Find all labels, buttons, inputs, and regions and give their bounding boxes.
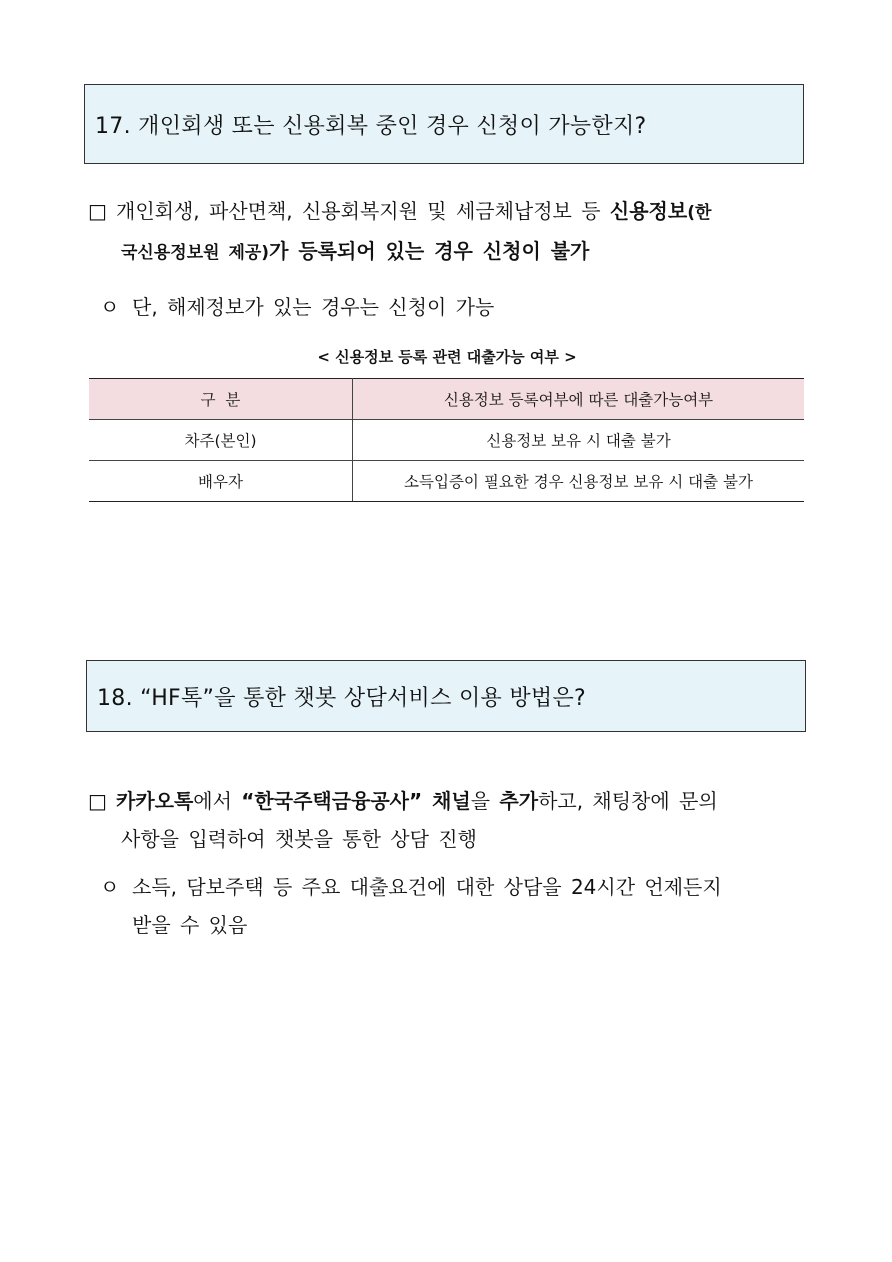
q17-sub-text: 단, 해제정보가 있는 경우는 신청이 가능 bbox=[132, 295, 495, 319]
q18-sub-item bbox=[100, 868, 810, 944]
row-spouse-label: 배우자 bbox=[89, 461, 353, 502]
table-row bbox=[89, 420, 804, 461]
question-18-title: 18. “HF톡”을 통한 챗봇 상담서비스 이용 방법은? bbox=[97, 685, 586, 711]
q18-sub-line1: 소득, 담보주택 등 주요 대출요건에 대한 상담을 24시간 언제든지 bbox=[132, 875, 722, 899]
row-borrower-label: 차주(본인) bbox=[89, 420, 353, 461]
q18-line2: 사항을 입력하여 챗봇을 통한 상담 진행 bbox=[121, 827, 477, 851]
add-text: 추가 bbox=[499, 789, 539, 813]
q17-sub-item bbox=[100, 288, 494, 326]
q17-line1-text: 개인회생, 파산면책, 신용회복지원 및 세금체납정보 등 bbox=[116, 199, 610, 223]
square-bullet-icon: □ bbox=[88, 789, 107, 813]
circle-bullet-icon: ㅇ bbox=[100, 295, 120, 319]
circle-bullet-icon: ㅇ bbox=[100, 875, 120, 899]
kakaotalk-text: 카카오톡 bbox=[116, 789, 194, 813]
q18-text-2: 에서 bbox=[193, 789, 242, 813]
q18-sub-line2: 받을 수 있음 bbox=[132, 913, 248, 937]
q18-text-6: 하고, 채팅창에 문의 bbox=[538, 789, 718, 813]
table-caption: < 신용정보 등록 관련 대출가능 여부 > bbox=[317, 348, 577, 366]
question-17-box bbox=[84, 84, 804, 164]
channel-name-text: “한국주택금융공사” 채널 bbox=[241, 789, 471, 813]
row-borrower-value: 신용정보 보유 시 대출 불가 bbox=[353, 420, 805, 461]
square-bullet-icon: □ bbox=[88, 199, 107, 223]
question-18-box bbox=[86, 660, 806, 732]
q17-paragraph bbox=[88, 192, 808, 272]
row-spouse-value: 소득입증이 필요한 경우 신용정보 보유 시 대출 불가 bbox=[353, 461, 805, 502]
q17-line1-small: (한 bbox=[687, 203, 712, 223]
table-row bbox=[89, 461, 804, 502]
q18-paragraph bbox=[88, 782, 808, 858]
question-17-title: 17. 개인회생 또는 신용회복 중인 경우 신청이 가능한지? bbox=[95, 113, 647, 139]
header-category: 구 분 bbox=[89, 379, 353, 420]
q17-line2-bold: 가 등록되어 있는 경우 신청이 불가 bbox=[269, 239, 590, 263]
q18-text-4: 을 bbox=[470, 789, 500, 813]
table-header-row bbox=[89, 379, 804, 420]
header-availability: 신용정보 등록여부에 따른 대출가능여부 bbox=[353, 379, 805, 420]
credit-info-table bbox=[89, 378, 804, 502]
q17-line2-small: 국신용정보원 제공) bbox=[121, 243, 270, 263]
q17-line1-bold: 신용정보 bbox=[609, 199, 688, 223]
